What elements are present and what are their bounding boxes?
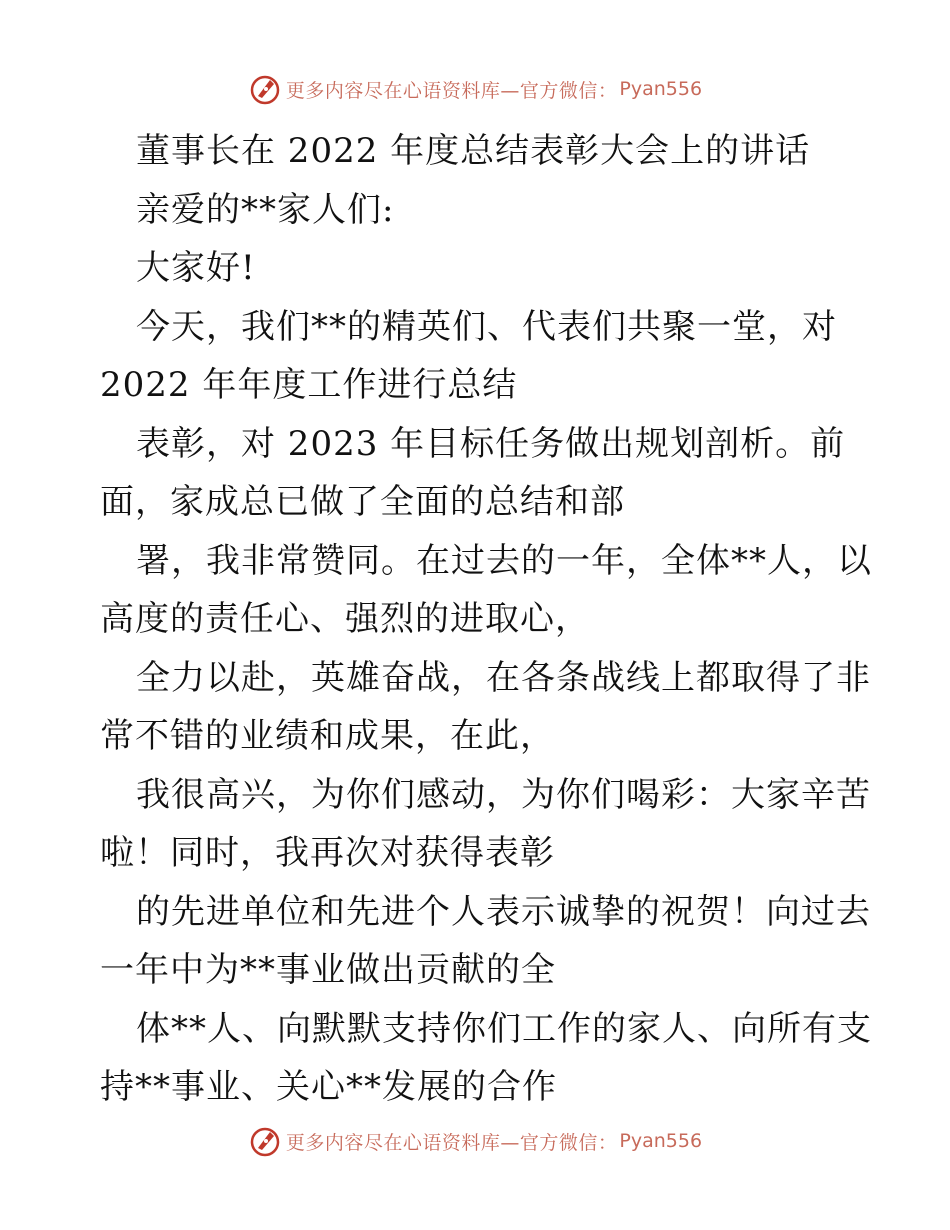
text-line: 一年中为**事业做出贡献的全 xyxy=(100,950,556,990)
text-line: 表彰，对 2023 年目标任务做出规划剖析。前 xyxy=(136,423,846,464)
text-line: 全力以赴，英雄奋战，在各条战线上都取得了非 xyxy=(136,657,871,698)
header-watermark xyxy=(0,72,950,106)
footer-watermark xyxy=(0,1124,950,1158)
text-line: 持**事业、关心**发展的合作 xyxy=(100,1067,557,1107)
watermark-wechat-id: Pyan556 xyxy=(619,1130,703,1152)
text-line: 我很高兴，为你们感动，为你们喝彩：大家辛苦 xyxy=(136,774,871,815)
pen-nib-circle-logo-icon xyxy=(248,72,282,106)
text-line: 体**人、向默默支持你们工作的家人、向所有支 xyxy=(136,1008,872,1049)
watermark-text: 更多内容尽在心语资料库—官方微信： xyxy=(285,1131,618,1154)
text-line: 的先进单位和先进个人表示诚挚的祝贺！向过去 xyxy=(136,891,871,932)
text-line: 2022 年年度工作进行总结 xyxy=(100,365,518,405)
pen-nib-circle-logo-icon xyxy=(248,1124,282,1158)
text-line: 大家好! xyxy=(136,248,256,288)
text-line: 署，我非常赞同。在过去的一年，全体**人，以 xyxy=(136,540,872,581)
watermark-wechat-id: Pyan556 xyxy=(619,78,703,100)
text-line: 面，家成总已做了全面的总结和部 xyxy=(100,482,625,522)
text-line: 常不错的业绩和成果，在此， xyxy=(100,716,555,756)
text-line: 今天，我们**的精英们、代表们共聚一堂，对 xyxy=(136,306,837,347)
text-line: 亲爱的**家人们: xyxy=(136,189,395,230)
document-title: 董事长在 2022 年度总结表彰大会上的讲话 xyxy=(136,131,811,171)
text-line: 高度的责任心、强烈的进取心， xyxy=(100,599,590,639)
text-line: 啦！同时，我再次对获得表彰 xyxy=(100,833,555,873)
watermark-text: 更多内容尽在心语资料库—官方微信： xyxy=(285,79,618,102)
document-body xyxy=(100,122,872,1117)
